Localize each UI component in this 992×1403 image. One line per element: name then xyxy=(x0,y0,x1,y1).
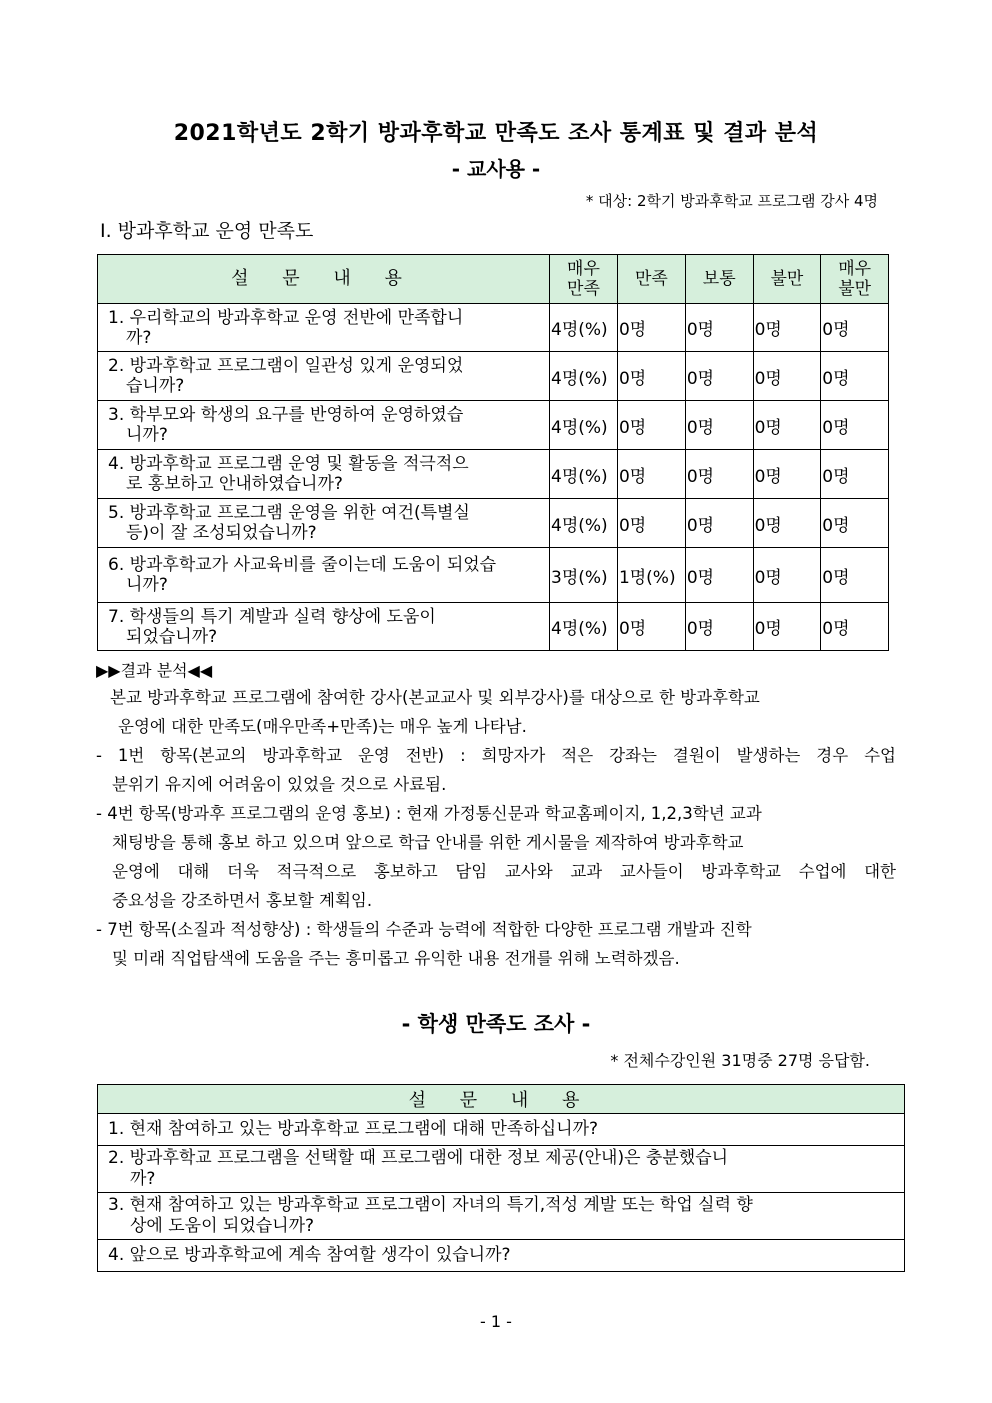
result-analysis-heading: ▶▶결과 분석◀◀ xyxy=(96,661,213,680)
header-satisfied: 만족 xyxy=(617,255,685,304)
value-cell: 4명(%) xyxy=(550,603,618,651)
header-very-satisfied: 매우 만족 xyxy=(550,255,618,304)
document-subtitle: - 교사용 - xyxy=(451,157,541,181)
value-cell: 0명 xyxy=(821,450,889,499)
value-cell: 0명 xyxy=(685,304,753,352)
analysis-line: 운영에 대한 만족도(매우만족+만족)는 매우 높게 나타남. xyxy=(118,717,527,736)
value-cell: 0명 xyxy=(821,352,889,401)
value-cell: 4명(%) xyxy=(550,499,618,548)
question-cell: 1. 현재 참여하고 있는 방과후학교 프로그램에 대해 만족하십니까? xyxy=(98,1114,905,1146)
value-cell: 4명(%) xyxy=(550,450,618,499)
value-cell: 0명 xyxy=(617,304,685,352)
value-cell: 0명 xyxy=(821,401,889,450)
value-cell: 4명(%) xyxy=(550,304,618,352)
section-heading: Ⅰ. 방과후학교 운영 만족도 xyxy=(100,220,314,242)
value-cell: 0명 xyxy=(617,603,685,651)
question-cell: 7. 학생들의 특기 계발과 실력 향상에 도움이 되었습니까? xyxy=(98,603,550,651)
table-row xyxy=(98,304,889,352)
analysis-paragraph xyxy=(96,683,896,973)
question-cell: 4. 방과후학교 프로그램 운영 및 활동을 적극적으 로 홍보하고 안내하였습니까? xyxy=(98,450,550,499)
value-cell: 0명 xyxy=(685,450,753,499)
value-cell: 0명 xyxy=(753,499,821,548)
target-note: * 대상: 2학기 방과후학교 프로그램 강사 4명 xyxy=(585,192,878,210)
question-cell: 2. 방과후학교 프로그램이 일관성 있게 운영되었 습니까? xyxy=(98,352,550,401)
teacher-satisfaction-table xyxy=(97,254,889,651)
question-cell: 3. 학부모와 학생의 요구를 반영하여 운영하였습 니까? xyxy=(98,401,550,450)
table-row xyxy=(98,499,889,548)
header-dissatisfied: 불만 xyxy=(753,255,821,304)
value-cell: 0명 xyxy=(685,548,753,603)
value-cell: 0명 xyxy=(821,304,889,352)
table-row xyxy=(98,1193,905,1240)
table-row xyxy=(98,450,889,499)
document-title: 2021학년도 2학기 방과후학교 만족도 조사 통계표 및 결과 분석 xyxy=(173,121,819,146)
student-survey-note: * 전체수강인원 31명중 27명 응답함. xyxy=(610,1051,870,1070)
question-cell: 3. 현재 참여하고 있는 방과후학교 프로그램이 자녀의 특기,적성 계발 또는 학업 실력 향 상에 도움이 되었습니까? xyxy=(98,1193,905,1240)
header-neutral: 보통 xyxy=(685,255,753,304)
question-cell: 5. 방과후학교 프로그램 운영을 위한 여건(특별실 등)이 잘 조성되었습니까? xyxy=(98,499,550,548)
value-cell: 0명 xyxy=(821,548,889,603)
student-survey-table xyxy=(97,1084,905,1272)
table-row xyxy=(98,548,889,603)
value-cell: 0명 xyxy=(821,499,889,548)
table-row xyxy=(98,1240,905,1272)
value-cell: 0명 xyxy=(685,352,753,401)
table-row xyxy=(98,603,889,651)
question-cell: 2. 방과후학교 프로그램을 선택할 때 프로그램에 대한 정보 제공(안내)은 충분했습니 까? xyxy=(98,1146,905,1193)
table-header-row xyxy=(98,255,889,304)
table-row xyxy=(98,401,889,450)
analysis-line: 및 미래 직업탐색에 도움을 주는 흥미롭고 유익한 내용 전개를 위해 노력하겠음. xyxy=(112,949,680,968)
value-cell: 0명 xyxy=(685,603,753,651)
value-cell: 0명 xyxy=(685,499,753,548)
question-cell: 6. 방과후학교가 사교육비를 줄이는데 도움이 되었습 니까? xyxy=(98,548,550,603)
analysis-line: - 4번 항목(방과후 프로그램의 운영 홍보) : 현재 가정통신문과 학교홈페이지, 1,2,3학년 교과 xyxy=(96,804,762,823)
value-cell: 4명(%) xyxy=(550,401,618,450)
header-very-dissatisfied: 매우 불만 xyxy=(821,255,889,304)
analysis-line: 운영에 대해 더욱 적극적으로 홍보하고 담임 교사와 교과 교사들이 방과후학교 수업에 대한 xyxy=(112,862,896,881)
value-cell: 1명(%) xyxy=(617,548,685,603)
value-cell: 0명 xyxy=(753,450,821,499)
value-cell: 0명 xyxy=(821,603,889,651)
analysis-line: 중요성을 강조하면서 홍보할 계획임. xyxy=(112,891,373,910)
value-cell: 0명 xyxy=(617,499,685,548)
value-cell: 0명 xyxy=(753,603,821,651)
analysis-line: 채팅방을 통해 홍보 하고 있으며 앞으로 학급 안내를 위한 게시물을 제작하여 방과후학교 xyxy=(112,833,744,852)
student-survey-heading: - 학생 만족도 조사 - xyxy=(401,1012,591,1036)
value-cell: 0명 xyxy=(685,401,753,450)
value-cell: 0명 xyxy=(753,304,821,352)
value-cell: 0명 xyxy=(617,450,685,499)
table-row xyxy=(98,1146,905,1193)
table-header-row xyxy=(98,1085,905,1114)
value-cell: 3명(%) xyxy=(550,548,618,603)
question-cell: 1. 우리학교의 방과후학교 운영 전반에 만족합니 까? xyxy=(98,304,550,352)
value-cell: 0명 xyxy=(617,401,685,450)
analysis-line: - 1번 항목(본교의 방과후학교 운영 전반) : 희망자가 적은 강좌는 결원이 발생하는 경우 수업 xyxy=(96,746,896,765)
question-cell: 4. 앞으로 방과후학교에 계속 참여할 생각이 있습니까? xyxy=(98,1240,905,1272)
value-cell: 4명(%) xyxy=(550,352,618,401)
page-number: - 1 - xyxy=(480,1312,512,1331)
analysis-line: 본교 방과후학교 프로그램에 참여한 강사(본교교사 및 외부강사)를 대상으로 한 방과후학교 xyxy=(110,688,760,707)
header-question: 설 문 내 용 xyxy=(98,255,550,304)
table-row xyxy=(98,352,889,401)
table-row xyxy=(98,1114,905,1146)
value-cell: 0명 xyxy=(753,352,821,401)
value-cell: 0명 xyxy=(753,548,821,603)
analysis-line: - 7번 항목(소질과 적성향상) : 학생들의 수준과 능력에 적합한 다양한 프로그램 개발과 진학 xyxy=(96,920,752,939)
header-question: 설 문 내 용 xyxy=(98,1085,905,1114)
value-cell: 0명 xyxy=(617,352,685,401)
value-cell: 0명 xyxy=(753,401,821,450)
analysis-line: 분위기 유지에 어려움이 있었을 것으로 사료됨. xyxy=(112,775,447,794)
